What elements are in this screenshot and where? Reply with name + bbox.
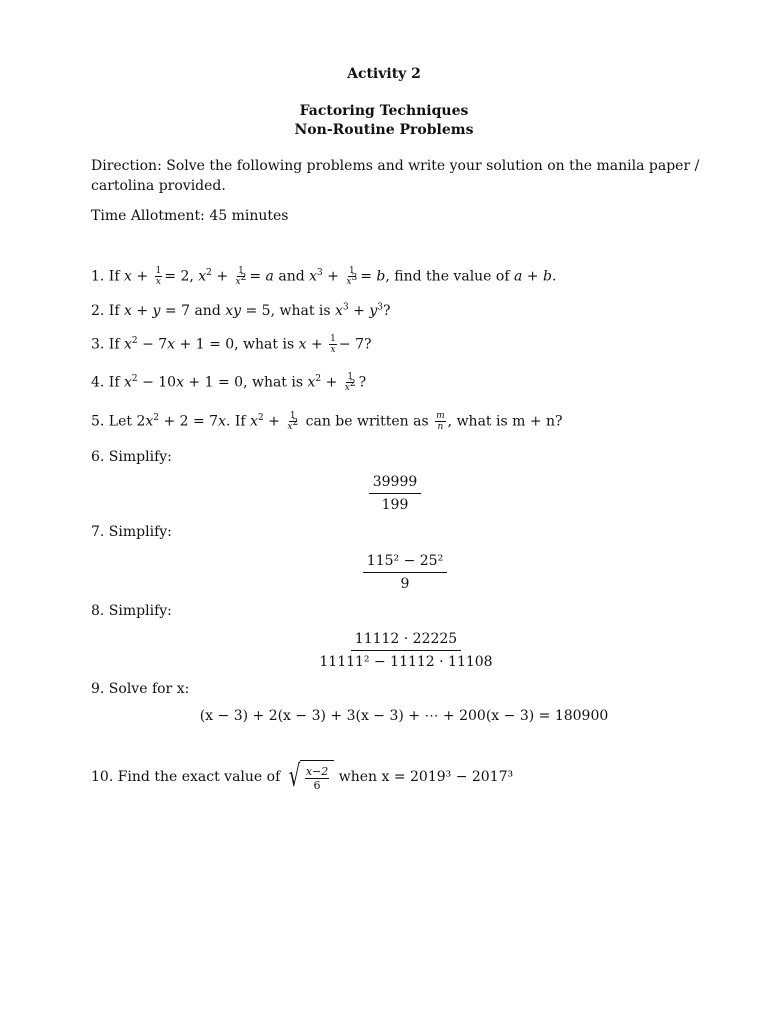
problem-1-find: , find the value of [385,268,510,285]
problem-4: 4. If $x^2 - 10x + 1 = 0$, what is $x^2$ + $\frac{1}{x^2}$ ? [91,372,367,393]
problem-10: 10. Find the exact value of √ $\frac{x-2}{6}$ when x = 2019³ − 2017³ [91,759,514,794]
problem-8-label: 8. Simplify: [91,603,172,619]
problem-6-fraction: $\frac{39999}{199}$ [364,472,426,515]
problem-6-label: 6. Simplify: [91,449,172,465]
worksheet-title: Factoring Techniques [299,103,469,119]
problem-1: 1. If x + $\frac{1}{x}$ = 2, $x^2$ + $\frac{1}{x^2}$ = a and $x^3$ + $\frac{1}{x^3}$ = b, find the value of a + b. [91,266,557,287]
problem-5: 5. Let $2x^2 + 2 = 7x$. If $x^2$ + $\frac{1}{x^2}$ can be written as $\frac{m}{n}$ , what is m + n? [91,411,563,432]
square-root: √ $\frac{x-2}{6}$ [285,760,335,794]
problem-10-expression: x = 2019³ − 2017³ [381,769,514,785]
direction-line-1: Direction: Solve the following problems and write your solution on the manila paper / [91,158,700,174]
problem-1-label: 1. If [91,268,120,285]
problem-8-fraction: $\frac{11112 \cdot 22225}{\text{11111² − 11112 · 11108}}$ [319,631,493,670]
problem-7-label: 7. Simplify: [91,524,172,540]
problem-2: 2. If x + y = 7 and xy = 5, what is $x^3 + y^3$? [91,302,391,319]
direction-line-2: cartolina provided. [91,178,226,194]
problem-9-equation: (x − 3) + 2(x − 3) + 3(x − 3) + ⋯ + 200(x − 3) = 180900 [199,708,609,724]
time-allotment: Time Allotment: 45 minutes [91,208,289,224]
problem-3: 3. If $x^2 - 7x + 1 = 0$, what is x + $\frac{1}{x}$ − 7? [91,334,372,355]
worksheet-subtitle: Non-Routine Problems [294,122,474,138]
problem-7-fraction: $\frac{\text{115² − 25²}}{9}$ [355,551,455,594]
problem-9-label: 9. Solve for x: [91,681,190,697]
activity-heading: Activity 2 [347,66,421,82]
